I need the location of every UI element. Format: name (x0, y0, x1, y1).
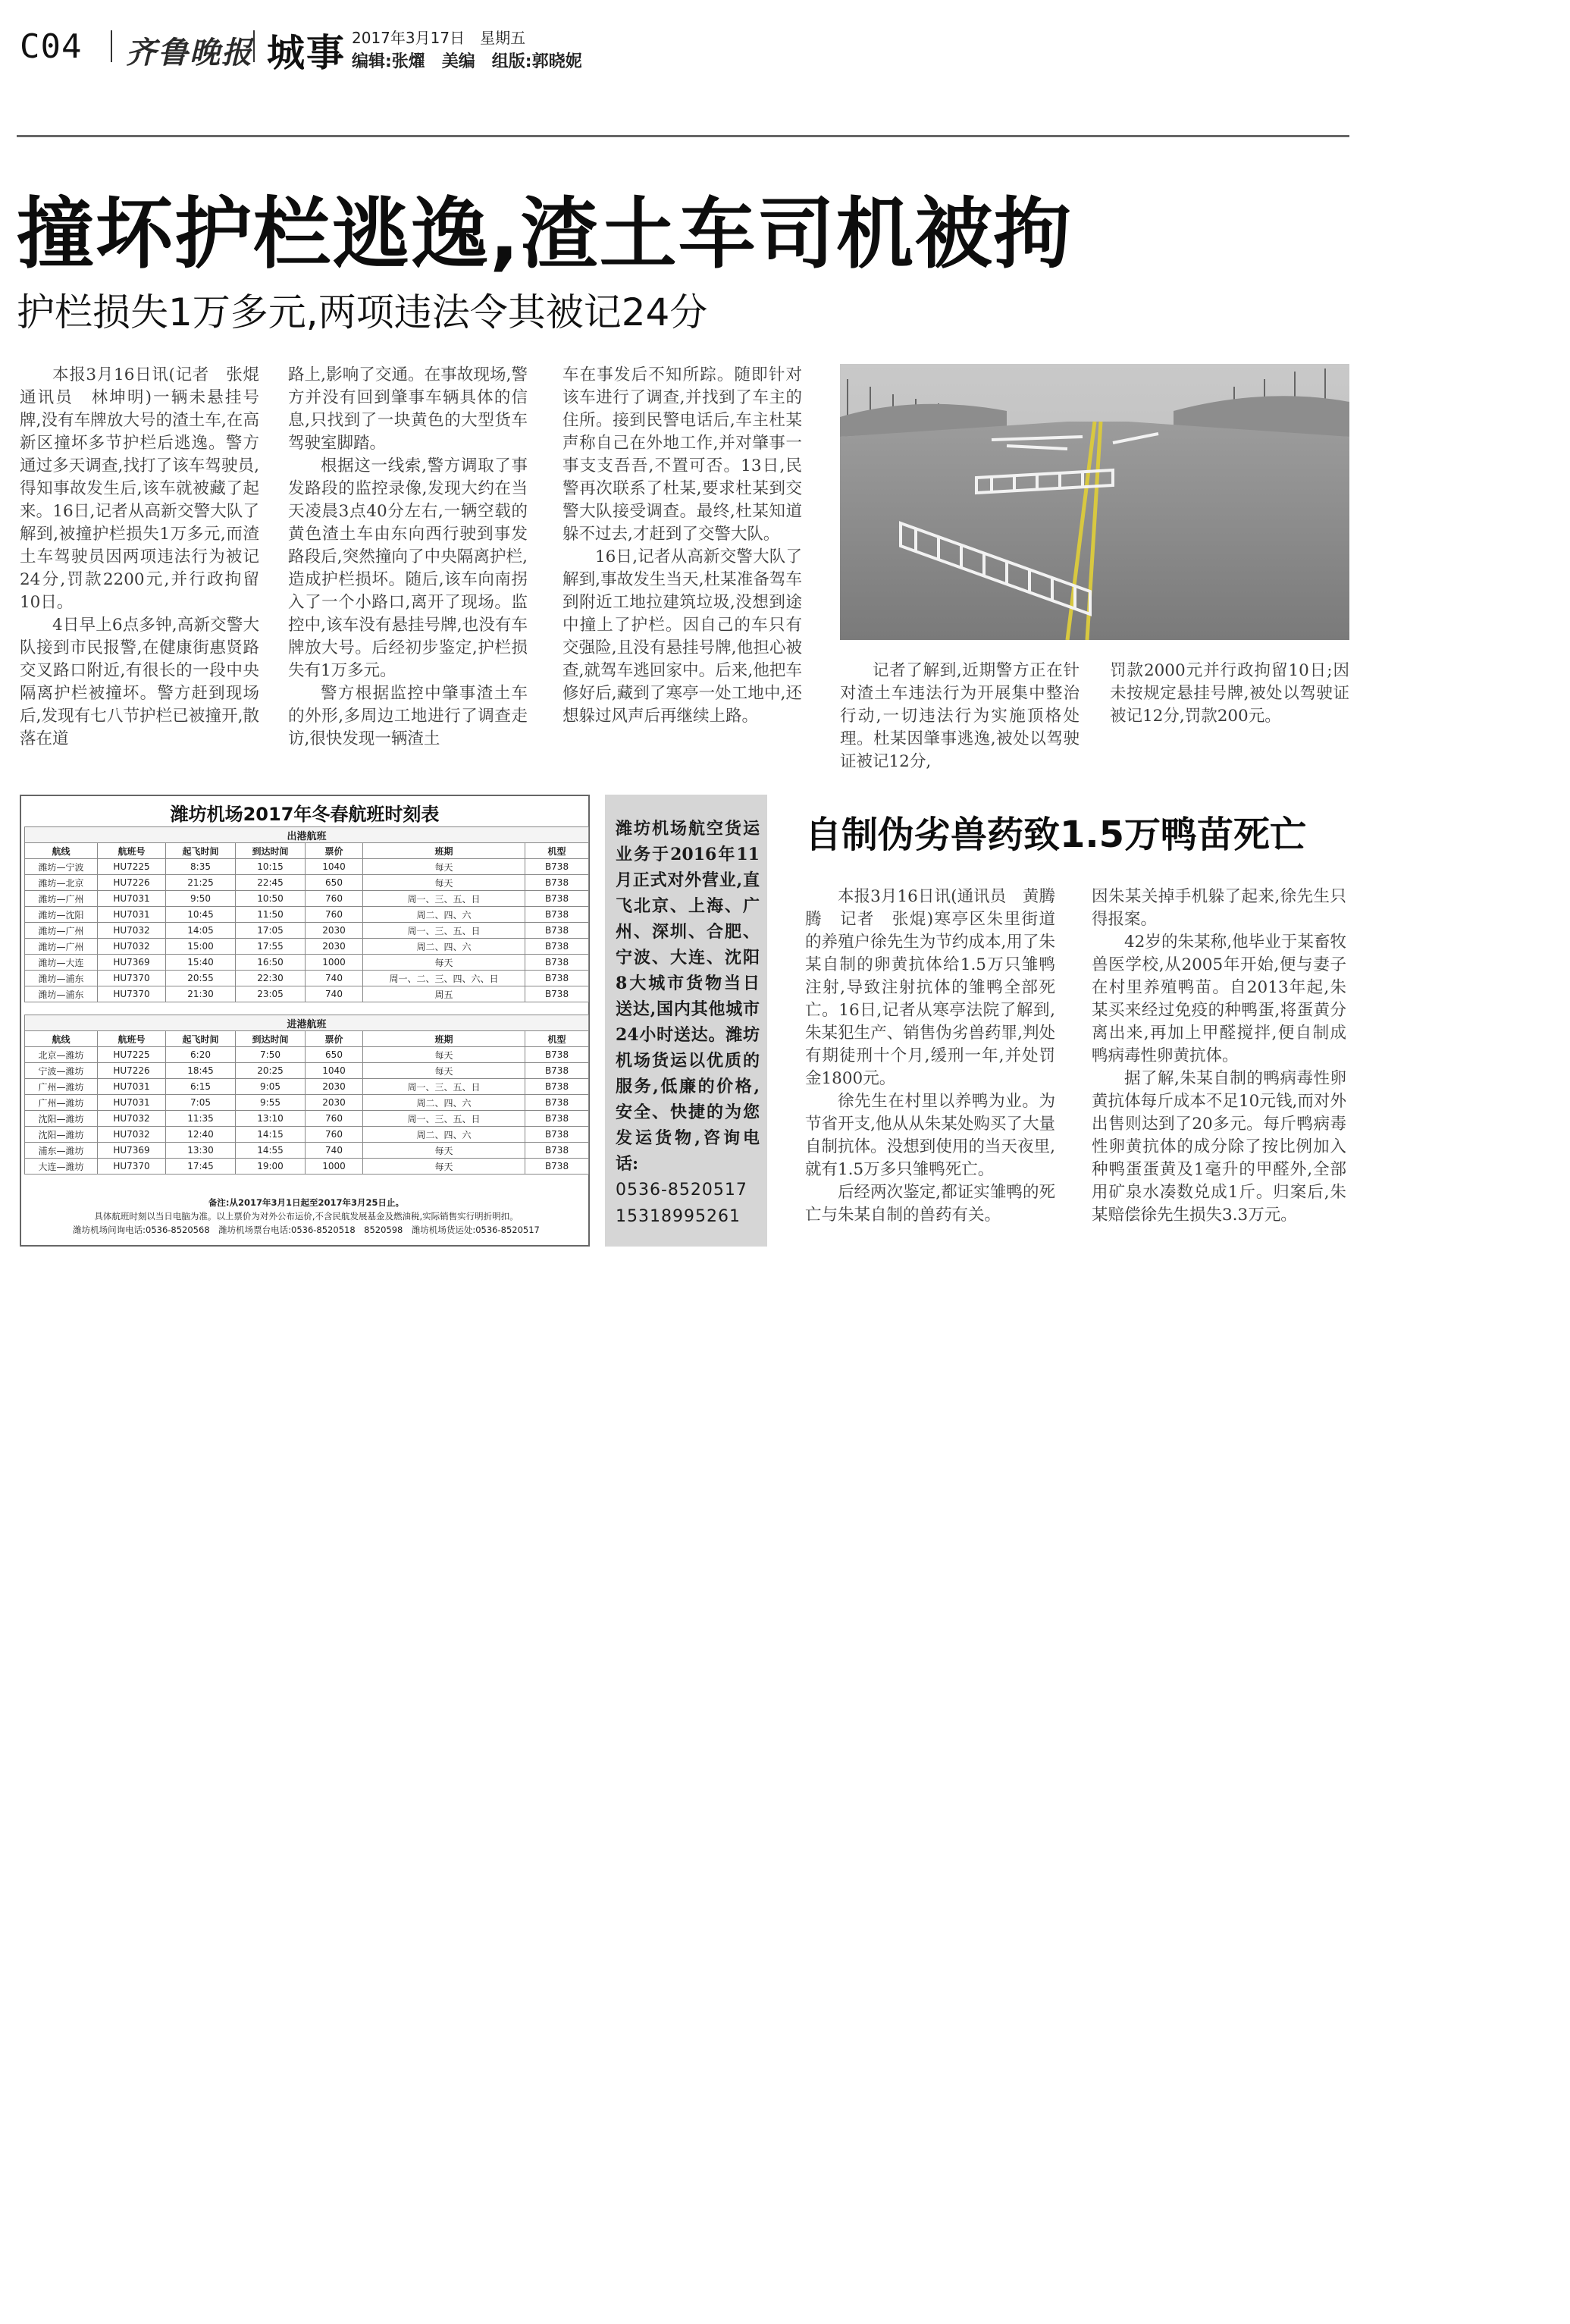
table-cell: B738 (525, 859, 589, 875)
table-cell: 20:25 (236, 1063, 306, 1079)
table-cell: 宁波—潍坊 (25, 1063, 98, 1079)
editors-line: 编辑:张燿 美编 组版:郭晓妮 (352, 52, 582, 71)
table-header-cell: 起飞时间 (166, 843, 236, 859)
table-cell: 周一、三、五、日 (363, 1079, 525, 1095)
table-cell: B738 (525, 971, 589, 986)
table-cell: B738 (525, 907, 589, 923)
table-cell: B738 (525, 1047, 589, 1063)
table-row (25, 955, 589, 971)
table-cell: 每天 (363, 875, 525, 891)
table-header-cell: 到达时间 (236, 843, 306, 859)
table-cell: B738 (525, 875, 589, 891)
ad-phone-1: 0536-8520517 (616, 1181, 747, 1200)
table-row (25, 1111, 589, 1127)
table-cell: 大连—潍坊 (25, 1159, 98, 1175)
table-row (25, 939, 589, 955)
photo-image (840, 364, 1349, 640)
table-cell: 760 (306, 891, 363, 907)
table-header-cell: 机型 (525, 843, 589, 859)
table-header-row (25, 1031, 589, 1047)
table-header-cell: 航班号 (98, 1031, 166, 1047)
paragraph: 记者了解到,近期警方正在针对渣土车违法行为开展集中整治行动,一切违法行为实施顶格处理。杜某因肇事逃逸,被处以驾驶证被记12分, (840, 661, 1080, 771)
flight-schedule (20, 795, 590, 1247)
table-cell: 18:45 (166, 1063, 236, 1079)
paragraph: 罚款2000元并行政拘留10日;因未按规定悬挂号牌,被处以驾驶证被记12分,罚款200元。 (1110, 661, 1349, 726)
table-cell: 每天 (363, 1143, 525, 1159)
table-cell: 8:35 (166, 859, 236, 875)
table-cell: 21:30 (166, 986, 236, 1002)
paragraph: 16日,记者从高新交警大队了解到,事故发生当天,杜某准备驾车到附近工地拉建筑垃圾,没想到途中撞上了护栏。因自己的车只有交强险,且没有悬挂号牌,他担心被查,就驾车逃回家中。后来,他把车修好后,藏到了寒亭一处工地中,还想躲过风声后再继续上路。 (563, 547, 802, 726)
table-cell: 10:15 (236, 859, 306, 875)
table-cell: 650 (306, 875, 363, 891)
table-cell: 12:40 (166, 1127, 236, 1143)
story2-column-1 (805, 886, 1055, 1227)
table-cell: 13:30 (166, 1143, 236, 1159)
table-cell: 广州—潍坊 (25, 1095, 98, 1111)
paragraph: 据了解,朱某自制的鸭病毒性卵黄抗体每斤成本不足10元钱,而对外出售则达到了20多元。每斤鸭病毒性卵黄抗体的成分除了按比例加入种鸭蛋蛋黄及1毫升的甲醛外,全部用矿泉水凑数兑成1斤。归案后,朱某赔偿徐先生损失3.3万元。 (1092, 1069, 1346, 1225)
table-cell: 每天 (363, 859, 525, 875)
table-cell: HU7226 (98, 1063, 166, 1079)
table-cell: 740 (306, 1143, 363, 1159)
table-cell: 每天 (363, 1047, 525, 1063)
table-cell: 沈阳—潍坊 (25, 1111, 98, 1127)
paragraph: 警方根据监控中肇事渣土车的外形,多周边工地进行了调查走访,很快发现一辆渣土 (288, 684, 528, 748)
flight-schedule-title: 潍坊机场2017年冬春航班时刻表 (170, 804, 440, 825)
table-cell: HU7032 (98, 1111, 166, 1127)
table-cell: 沈阳—潍坊 (25, 1127, 98, 1143)
table-cell: B738 (525, 1159, 589, 1175)
table-cell: HU7031 (98, 1079, 166, 1095)
subheadline: 护栏损失1万多元,两项违法令其被记24分 (17, 290, 708, 334)
story1-column-1 (20, 364, 276, 751)
table-cell: 周一、三、五、日 (363, 923, 525, 939)
table-cell: B738 (525, 955, 589, 971)
table-cell: 760 (306, 907, 363, 923)
table-row (25, 1127, 589, 1143)
table-cell: 10:45 (166, 907, 236, 923)
table-cell: 17:05 (236, 923, 306, 939)
table-cell: 7:05 (166, 1095, 236, 1111)
table-cell: HU7031 (98, 1095, 166, 1111)
story2-column-2 (1092, 886, 1346, 1227)
header-divider (111, 30, 112, 62)
table-cell: 19:00 (236, 1159, 306, 1175)
table-header-cell: 机型 (525, 1031, 589, 1047)
table-row (25, 971, 589, 986)
table-cell: 740 (306, 986, 363, 1002)
table-section-label: 出港航班 (25, 827, 589, 843)
table-row (25, 1047, 589, 1063)
table-cell: 2030 (306, 923, 363, 939)
table-cell: 周一、三、五、日 (363, 1111, 525, 1127)
table-cell: 15:00 (166, 939, 236, 955)
table-cell: 潍坊—沈阳 (25, 907, 98, 923)
table-cell: HU7369 (98, 1143, 166, 1159)
flight-note-prices: 具体航班时刻以当日电脑为准。以上票价为对外公布运价,不含民航发展基金及燃油税,实际销售实行明折明扣。 (94, 1211, 519, 1222)
table-cell: 6:20 (166, 1047, 236, 1063)
table-cell: HU7369 (98, 955, 166, 971)
table-spacer (25, 1002, 589, 1015)
table-section-label: 进港航班 (25, 1015, 589, 1031)
table-cell: 2030 (306, 1079, 363, 1095)
table-row (25, 891, 589, 907)
table-cell: 740 (306, 971, 363, 986)
table-cell: 9:55 (236, 1095, 306, 1111)
table-cell: 潍坊—北京 (25, 875, 98, 891)
table-cell: HU7226 (98, 875, 166, 891)
issue-date: 2017年3月17日 星期五 (352, 29, 526, 47)
table-section-row (25, 1015, 589, 1031)
table-cell: 周一、三、五、日 (363, 891, 525, 907)
table-cell: 1000 (306, 1159, 363, 1175)
table-cell: 1040 (306, 1063, 363, 1079)
table-header-cell: 班期 (363, 1031, 525, 1047)
story1-column-5 (1110, 660, 1349, 728)
table-cell: HU7225 (98, 1047, 166, 1063)
table-cell: B738 (525, 891, 589, 907)
table-cell: HU7225 (98, 859, 166, 875)
air-cargo-ad (605, 795, 767, 1247)
table-cell: 1000 (306, 955, 363, 971)
table-cell: 10:50 (236, 891, 306, 907)
table-row (25, 1063, 589, 1079)
table-cell: 21:25 (166, 875, 236, 891)
table-cell: HU7032 (98, 939, 166, 955)
table-header-cell: 到达时间 (236, 1031, 306, 1047)
paragraph: 4日早上6点多钟,高新交警大队接到市民报警,在健康街惠贤路交叉路口附近,有很长的一段中央隔离护栏被撞坏。警方赶到现场后,发现有七八节护栏已被撞开,散落在道 (20, 616, 259, 748)
table-cell: 760 (306, 1111, 363, 1127)
table-cell: 潍坊—广州 (25, 923, 98, 939)
table-cell: 周一、二、三、四、六、日 (363, 971, 525, 986)
table-cell: 每天 (363, 1159, 525, 1175)
story1-column-3 (563, 364, 802, 728)
ad-text: 潍坊机场航空货运业务于2016年11月正式对外营业,直飞北京、上海、广州、深圳、合肥、宁波、大连、沈阳8大城市货物当日送达,国内其他城市24小时送达。潍坊机场货运以优质的服务,低廉的价格,安全、快捷的为您发运货物,咨询电话: (616, 819, 760, 1174)
table-cell: 14:55 (236, 1143, 306, 1159)
table-cell: 潍坊—大连 (25, 955, 98, 971)
paragraph: 因朱某关掉手机躲了起来,徐先生只得报案。 (1092, 887, 1346, 929)
table-section-row (25, 827, 589, 843)
table-header-cell: 票价 (306, 843, 363, 859)
table-cell: HU7032 (98, 923, 166, 939)
table-cell: HU7031 (98, 907, 166, 923)
table-cell: 9:05 (236, 1079, 306, 1095)
table-row (25, 986, 589, 1002)
table-header-cell: 班期 (363, 843, 525, 859)
table-cell: 13:10 (236, 1111, 306, 1127)
table-cell: 周二、四、六 (363, 1095, 525, 1111)
table-cell: 潍坊—宁波 (25, 859, 98, 875)
table-cell: 周二、四、六 (363, 1127, 525, 1143)
damaged-guardrail-photo (840, 364, 1349, 640)
table-cell: 1040 (306, 859, 363, 875)
table-cell: 16:50 (236, 955, 306, 971)
paragraph: 车在事发后不知所踪。随即针对该车进行了调查,并找到了车主的住所。接到民警电话后,车主杜某声称自己在外地工作,并对肇事一事支支吾吾,不置可否。13日,民警再次联系了杜某,要求杜某到交警大队接受调查。最终,杜某知道躲不过去,才赶到了交警大队。 (563, 365, 802, 544)
table-row (25, 907, 589, 923)
table-row (25, 875, 589, 891)
paragraph: 后经两次鉴定,都证实雏鸭的死亡与朱某自制的兽药有关。 (805, 1183, 1055, 1225)
table-cell: 6:15 (166, 1079, 236, 1095)
headline: 撞坏护栏逃逸,渣土车司机被拘 (17, 190, 1073, 280)
table-cell: 14:05 (166, 923, 236, 939)
paragraph: 路上,影响了交通。在事故现场,警方并没有回到肇事车辆具体的信息,只找到了一块黄色的大型货车驾驶室脚踏。 (288, 365, 528, 453)
table-cell: B738 (525, 1063, 589, 1079)
table-cell: 潍坊—广州 (25, 891, 98, 907)
table-cell: HU7370 (98, 971, 166, 986)
table-cell: 650 (306, 1047, 363, 1063)
flight-note-dates: 备注:从2017年3月1日起至2017年3月25日止。 (208, 1197, 405, 1208)
table-cell: 9:50 (166, 891, 236, 907)
table-cell: 23:05 (236, 986, 306, 1002)
header-rule (17, 135, 1349, 137)
table-cell: 20:55 (166, 971, 236, 986)
story2-headline: 自制伪劣兽药致1.5万鸭苗死亡 (805, 814, 1307, 856)
page-number: C04 (20, 27, 83, 66)
table-cell: 14:15 (236, 1127, 306, 1143)
table-cell: B738 (525, 1095, 589, 1111)
table-cell: 7:50 (236, 1047, 306, 1063)
story1-column-4 (840, 660, 1080, 773)
ad-phone-2: 15318995261 (616, 1207, 741, 1226)
table-cell: B738 (525, 939, 589, 955)
table-cell: 潍坊—浦东 (25, 971, 98, 986)
newspaper-logo: 齐鲁晚报 (126, 35, 253, 71)
table-cell: 潍坊—广州 (25, 939, 98, 955)
table-row (25, 859, 589, 875)
table-header-cell: 票价 (306, 1031, 363, 1047)
table-cell: HU7370 (98, 1159, 166, 1175)
paragraph: 徐先生在村里以养鸭为业。为节省开支,他从从朱某处购买了大量自制抗体。没想到使用的当天夜里,就有1.5万多只雏鸭死亡。 (805, 1092, 1055, 1179)
table-header-cell: 航线 (25, 843, 98, 859)
paragraph: 本报3月16日讯(通讯员 黄腾腾 记者 张焜)寒亭区朱里街道的养殖户徐先生为节约成本,用了朱某自制的卵黄抗体给1.5万只雏鸭注射,导致注射抗体的雏鸭全部死亡。16日,记者从寒亭法院了解到,朱某犯生产、销售伪劣兽药罪,判处有期徒刑十个月,缓刑一年,并处罚金1800元。 (805, 887, 1055, 1088)
table-cell: 17:45 (166, 1159, 236, 1175)
table-cell: HU7032 (98, 1127, 166, 1143)
header-divider (253, 30, 255, 62)
table-cell: 15:40 (166, 955, 236, 971)
table-row (25, 1159, 589, 1175)
table-header-cell: 航班号 (98, 843, 166, 859)
story1-column-2 (288, 364, 528, 751)
table-cell: 广州—潍坊 (25, 1079, 98, 1095)
table-cell: 2030 (306, 939, 363, 955)
table-cell: 11:35 (166, 1111, 236, 1127)
table-cell: B738 (525, 1143, 589, 1159)
table-header-cell: 航线 (25, 1031, 98, 1047)
table-cell: 17:55 (236, 939, 306, 955)
table-row (25, 1095, 589, 1111)
table-cell: B738 (525, 923, 589, 939)
table-cell: 每天 (363, 1063, 525, 1079)
table-cell: 22:45 (236, 875, 306, 891)
table-cell: 760 (306, 1127, 363, 1143)
flight-table (24, 826, 589, 1175)
table-row (25, 1143, 589, 1159)
table-spacer-cell (25, 1002, 589, 1015)
table-cell: B738 (525, 1079, 589, 1095)
table-cell: HU7031 (98, 891, 166, 907)
table-cell: HU7370 (98, 986, 166, 1002)
section-title: 城事 (267, 31, 346, 75)
table-cell: B738 (525, 986, 589, 1002)
table-row (25, 1079, 589, 1095)
table-header-row (25, 843, 589, 859)
paragraph: 根据这一线索,警方调取了事发路段的监控录像,发现大约在当天凌晨3点40分左右,一辆空载的黄色渣土车由东向西行驶到事发路段后,突然撞向了中央隔离护栏,造成护栏损坏。随后,该车向南拐入了一个小路口,离开了现场。监控中,该车没有悬挂号牌,也没有车牌放大号。后经初步鉴定,护栏损失有1万多元。 (288, 456, 528, 680)
table-cell: B738 (525, 1111, 589, 1127)
table-cell: 2030 (306, 1095, 363, 1111)
paragraph: 42岁的朱某称,他毕业于某畜牧兽医学校,从2005年开始,便与妻子在村里养殖鸭苗。自2013年起,朱某买来经过免疫的种鸭蛋,将蛋黄分离出来,再加上甲醛搅拌,便自制成鸭病毒性卵黄抗体。 (1092, 933, 1346, 1065)
table-cell: 周五 (363, 986, 525, 1002)
paragraph: 本报3月16日讯(记者 张焜 通讯员 林坤明)一辆未悬挂号牌,没有车牌放大号的渣土车,在高新区撞坏多节护栏后逃逸。警方通过多天调查,找打了该车驾驶员,得知事故发生后,该车就被藏了起来。16日,记者从高新交警大队了解到,被撞护栏损失1万多元,而渣土车驾驶员因两项违法行为被记24分,罚款2200元,并行政拘留10日。 (20, 365, 276, 612)
table-cell: 每天 (363, 955, 525, 971)
table-row (25, 923, 589, 939)
table-cell: 周二、四、六 (363, 939, 525, 955)
table-cell: B738 (525, 1127, 589, 1143)
table-cell: 北京—潍坊 (25, 1047, 98, 1063)
table-cell: 潍坊—浦东 (25, 986, 98, 1002)
table-cell: 浦东—潍坊 (25, 1143, 98, 1159)
table-cell: 22:30 (236, 971, 306, 986)
table-cell: 11:50 (236, 907, 306, 923)
table-cell: 周二、四、六 (363, 907, 525, 923)
table-header-cell: 起飞时间 (166, 1031, 236, 1047)
flight-note-phones: 潍坊机场问询电话:0536-8520568 潍坊机场票台电话:0536-8520518 8520598 潍坊机场货运处:0536-8520517 (73, 1225, 540, 1235)
